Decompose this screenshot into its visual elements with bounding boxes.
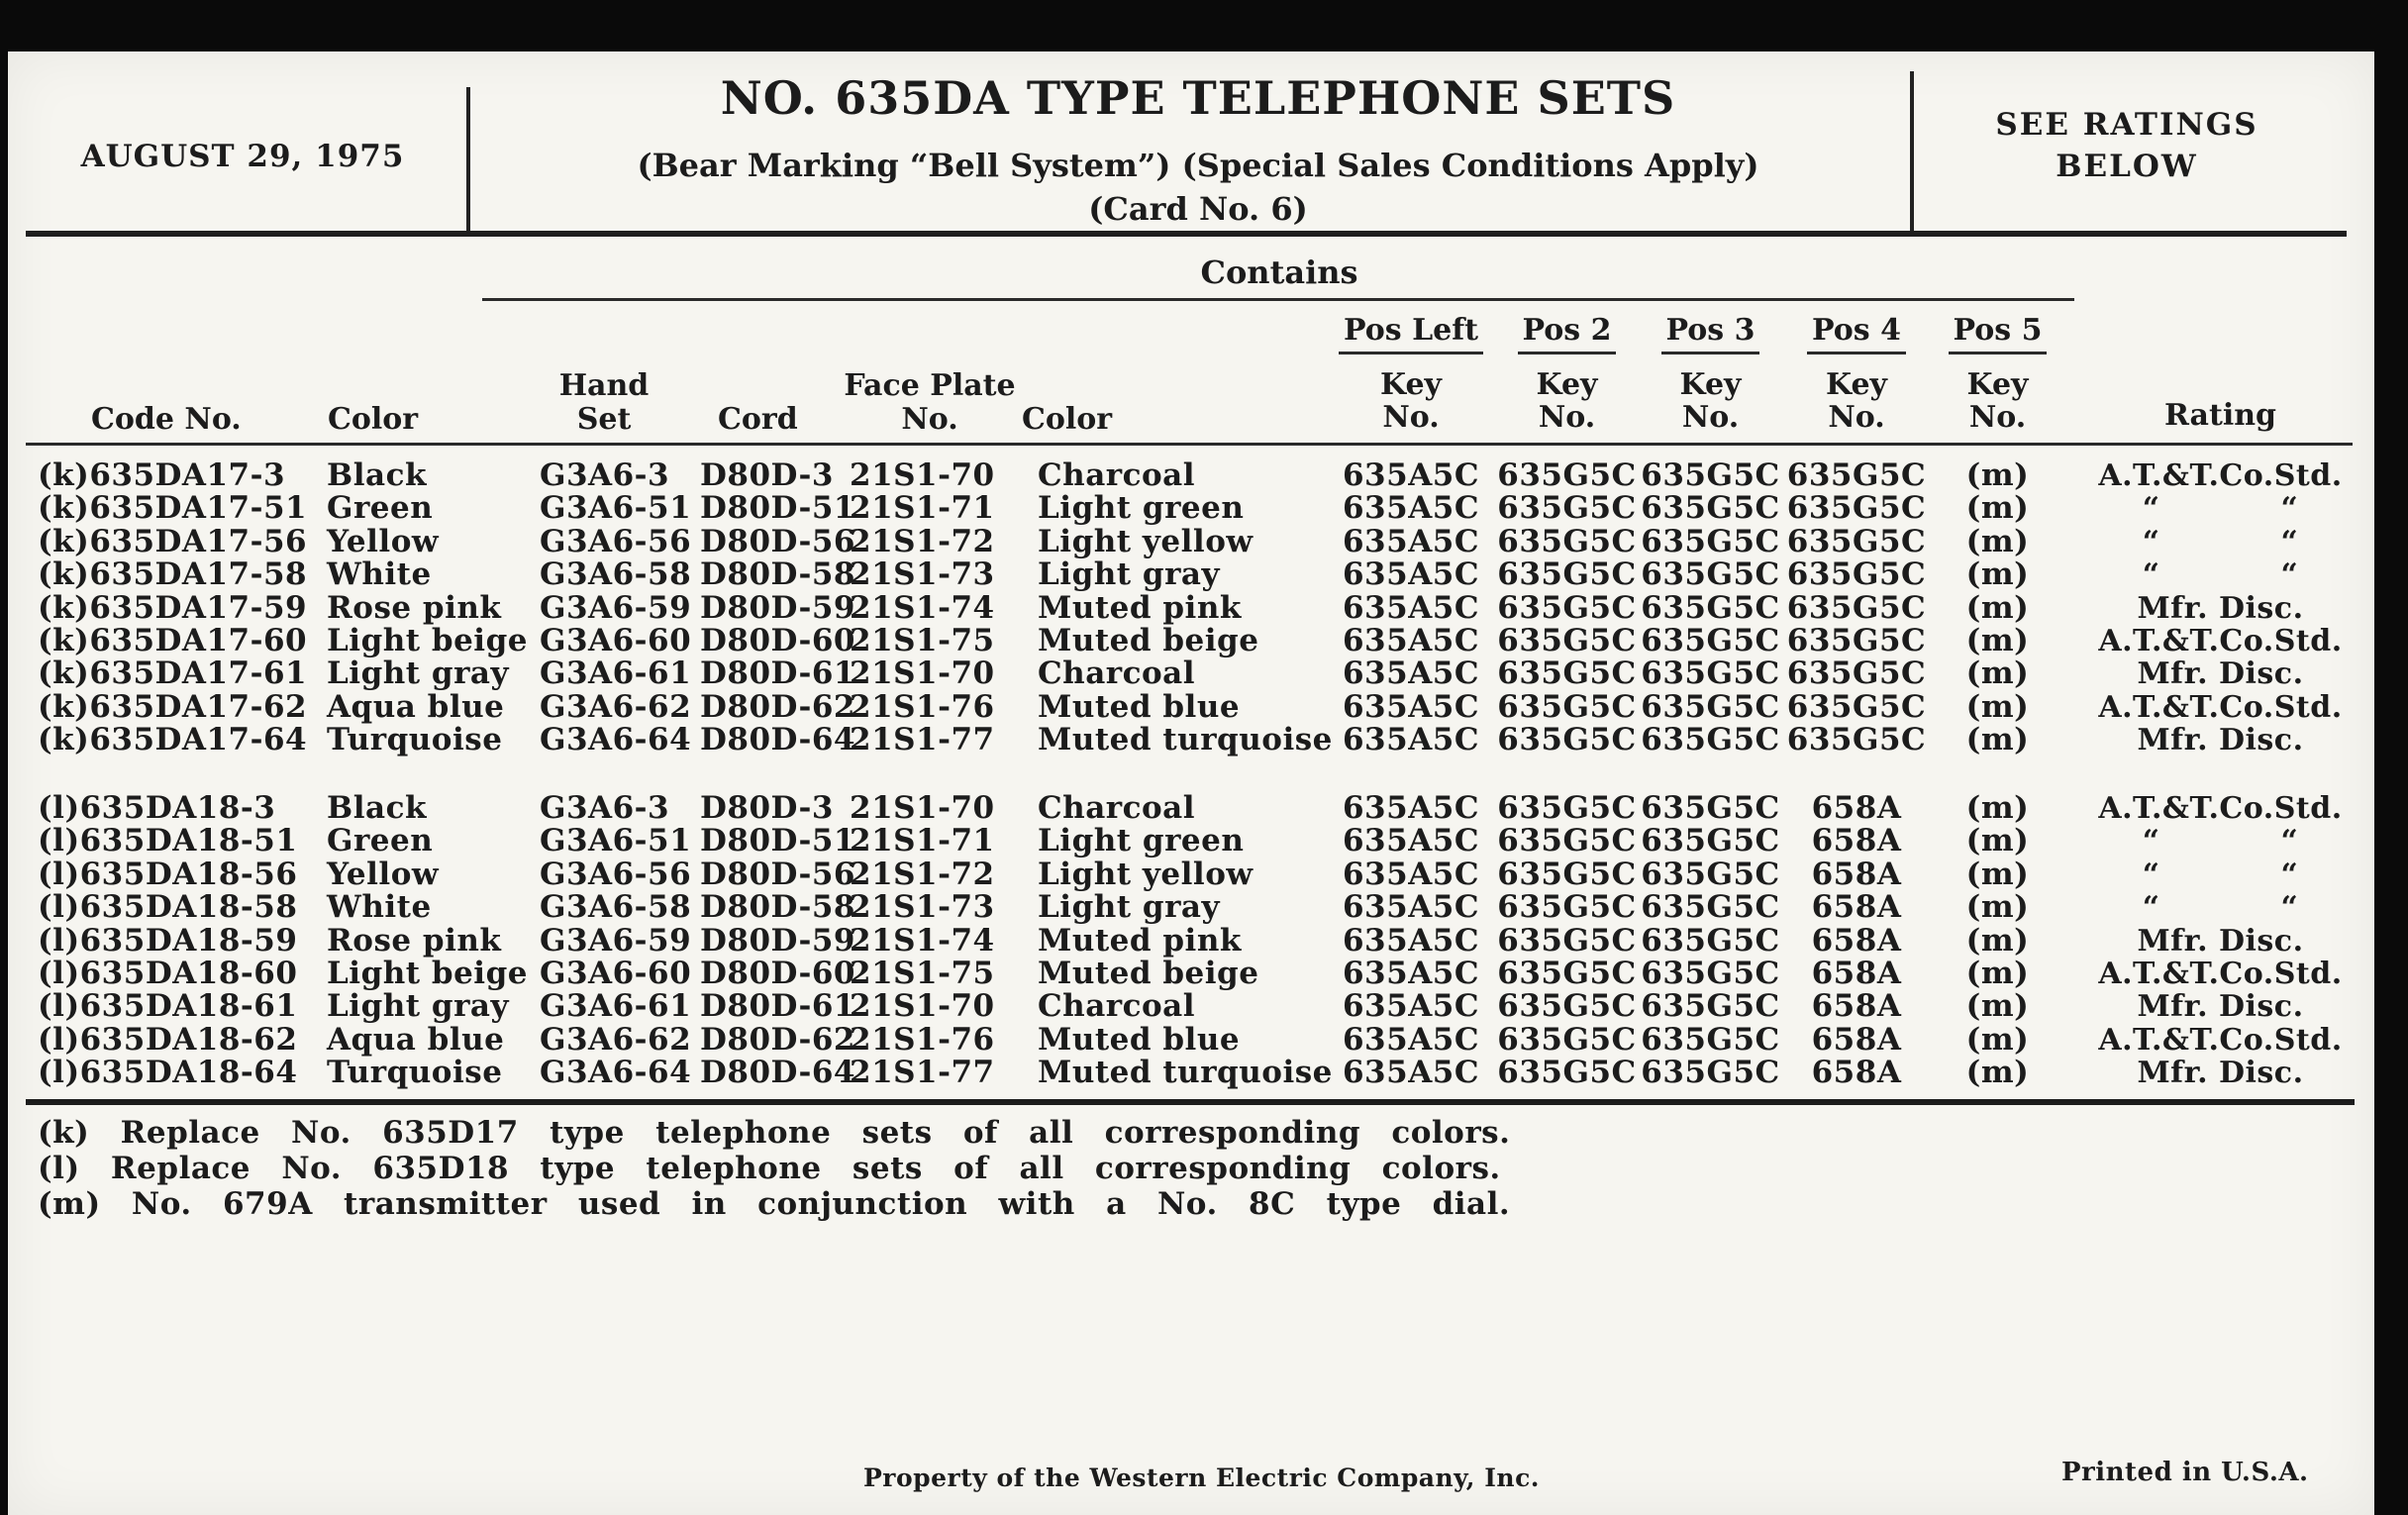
cord: D80D-51 bbox=[700, 823, 855, 859]
pos-4-key-no: 635G5C bbox=[1786, 457, 1927, 493]
table-row bbox=[38, 657, 2376, 690]
pos-left-key-no: 635A5C bbox=[1342, 556, 1479, 593]
pos-5-key-no: (m) bbox=[1965, 656, 2030, 692]
face-plate-no: 21S1-76 bbox=[850, 688, 995, 725]
hand-set: G3A6-60 bbox=[540, 955, 692, 991]
hand-set: G3A6-60 bbox=[540, 622, 692, 658]
rating: “ “ bbox=[2142, 524, 2299, 559]
pos-4-key-no: 635G5C bbox=[1786, 490, 1927, 527]
face-plate-no: 21S1-70 bbox=[850, 656, 995, 692]
table-row bbox=[38, 792, 2376, 825]
face-plate-no: 21S1-70 bbox=[850, 790, 995, 826]
hand-set: G3A6-61 bbox=[540, 656, 692, 692]
table-row bbox=[38, 1057, 2376, 1089]
pos-left-key-no: 635A5C bbox=[1342, 457, 1479, 493]
pos-5-key-no: (m) bbox=[1965, 955, 2030, 991]
hand-set: G3A6-58 bbox=[540, 889, 692, 926]
hand-set: G3A6-62 bbox=[540, 688, 692, 725]
face-plate-color: Muted turquoise bbox=[1038, 722, 1333, 758]
pos-4-key-no: 635G5C bbox=[1786, 523, 1927, 559]
face-plate-no: 21S1-73 bbox=[850, 889, 995, 926]
pos-4-key-no: 658A bbox=[1811, 790, 1902, 826]
rating: Mfr. Disc. bbox=[2137, 1056, 2304, 1091]
header-bottom-rule bbox=[26, 231, 2347, 237]
pos-2-key-no: 635G5C bbox=[1497, 1021, 1637, 1058]
pos-4-key-no: 658A bbox=[1811, 1021, 1902, 1058]
pos-2-key-no: 635G5C bbox=[1497, 656, 1637, 692]
pos-3-label: Pos 3 bbox=[1661, 315, 1760, 354]
table-row bbox=[38, 558, 2376, 591]
cord: D80D-59 bbox=[700, 922, 855, 959]
hand-set-column-header-line1: Hand bbox=[558, 368, 650, 403]
pos-left-key-no: 635A5C bbox=[1342, 656, 1479, 692]
code-no: (k)635DA17-62 bbox=[38, 688, 308, 725]
rating: “ “ bbox=[2142, 491, 2299, 527]
code-no: (l)635DA18-64 bbox=[38, 1055, 298, 1091]
pos-2-key-no: 635G5C bbox=[1497, 988, 1637, 1025]
color: Rose pink bbox=[327, 922, 502, 959]
code-no: (l)635DA18-61 bbox=[38, 988, 298, 1025]
face-plate-color: Muted beige bbox=[1038, 955, 1259, 991]
color: Light gray bbox=[327, 656, 510, 692]
rating: A.T.&T.Co.Std. bbox=[2098, 1022, 2343, 1058]
pos-4-key-no: 658A bbox=[1811, 889, 1902, 926]
hand-set: G3A6-59 bbox=[540, 922, 692, 959]
pos-5-label: Pos 5 bbox=[1949, 315, 2048, 354]
pos-3-key-no: 635G5C bbox=[1641, 988, 1780, 1025]
pos-2-key-no: 635G5C bbox=[1497, 955, 1637, 991]
pos-3-key-no: 635G5C bbox=[1641, 589, 1780, 626]
pos-4-key-no: 658A bbox=[1811, 922, 1902, 959]
hand-set: G3A6-62 bbox=[540, 1021, 692, 1058]
pos-left-key-no: 635A5C bbox=[1342, 790, 1479, 826]
pos-5-key-no: (m) bbox=[1965, 922, 2030, 959]
color: Yellow bbox=[327, 523, 440, 559]
rating: A.T.&T.Co.Std. bbox=[2098, 689, 2343, 725]
face-plate-color: Muted pink bbox=[1038, 589, 1242, 626]
key-label: Key bbox=[1826, 367, 1887, 402]
pos-2-key-no: 635G5C bbox=[1497, 523, 1637, 559]
pos-4-key-no: 635G5C bbox=[1786, 622, 1927, 658]
hand-set: G3A6-56 bbox=[540, 856, 692, 892]
table-row bbox=[38, 858, 2376, 891]
rating: A.T.&T.Co.Std. bbox=[2098, 623, 2343, 658]
face-plate-color: Muted pink bbox=[1038, 922, 1242, 959]
face-plate-no: 21S1-77 bbox=[850, 1055, 995, 1091]
pos-left-key-no: 635A5C bbox=[1342, 722, 1479, 758]
code-no: (l)635DA18-59 bbox=[38, 922, 298, 959]
pos-5-key-no: (m) bbox=[1965, 523, 2030, 559]
color: Rose pink bbox=[327, 589, 502, 626]
color: Light beige bbox=[327, 622, 528, 658]
face-plate-no: 21S1-74 bbox=[850, 589, 995, 626]
table-group-635da18 bbox=[38, 792, 2376, 1090]
no-label: No. bbox=[1681, 400, 1740, 435]
pos-4-key-no: 635G5C bbox=[1786, 722, 1927, 758]
no-label: No. bbox=[1538, 400, 1596, 435]
code-no: (k)635DA17-51 bbox=[38, 490, 308, 527]
face-plate-no: 21S1-75 bbox=[850, 622, 995, 658]
rating: Mfr. Disc. bbox=[2137, 989, 2304, 1025]
face-plate-no: 21S1-73 bbox=[850, 556, 995, 593]
color-column-header: Color bbox=[328, 402, 419, 437]
footnote-m: (m) No. 679A transmitter used in conjunction with a No. 8C type dial. bbox=[38, 1186, 1511, 1222]
pos-4-key-no: 658A bbox=[1811, 988, 1902, 1025]
pos-2-key-no: 635G5C bbox=[1497, 790, 1637, 826]
pos-5-key-no: (m) bbox=[1965, 988, 2030, 1025]
pos-2-key-no: 635G5C bbox=[1497, 589, 1637, 626]
pos-left-key-no: 635A5C bbox=[1342, 1055, 1479, 1091]
hand-set: G3A6-64 bbox=[540, 1055, 692, 1091]
key-label: Key bbox=[1380, 367, 1442, 402]
cord: D80D-58 bbox=[700, 889, 855, 926]
color: Turquoise bbox=[327, 1055, 503, 1091]
face-plate-no: 21S1-71 bbox=[850, 490, 995, 527]
pos-left-key-no: 635A5C bbox=[1342, 688, 1479, 725]
card-number: (Card No. 6) bbox=[1088, 190, 1308, 228]
pos-left-key-no: 635A5C bbox=[1342, 922, 1479, 959]
code-no: (k)635DA17-56 bbox=[38, 523, 308, 559]
hand-set: G3A6-56 bbox=[540, 523, 692, 559]
table-row bbox=[38, 891, 2376, 924]
pos-3-key-no: 635G5C bbox=[1641, 523, 1780, 559]
pos-5-key-no: (m) bbox=[1965, 688, 2030, 725]
pos-2-key-no: 635G5C bbox=[1497, 1055, 1637, 1091]
table-row bbox=[38, 622, 2376, 658]
table-top-rule bbox=[26, 443, 2353, 446]
face-plate-color: Light gray bbox=[1038, 556, 1221, 593]
page-subtitle: (Bear Marking “Bell System”) (Special Sales Conditions Apply) bbox=[637, 147, 1759, 184]
pos-3-key-no: 635G5C bbox=[1641, 457, 1780, 493]
pos-5-key-no: (m) bbox=[1965, 823, 2030, 859]
rating: Mfr. Disc. bbox=[2137, 590, 2304, 626]
cord: D80D-51 bbox=[700, 490, 855, 527]
pos-3-key-no: 635G5C bbox=[1641, 622, 1780, 658]
rating: Mfr. Disc. bbox=[2137, 923, 2304, 959]
pos-4-key-no: 635G5C bbox=[1786, 688, 1927, 725]
pos-left-key-no: 635A5C bbox=[1342, 955, 1479, 991]
cord: D80D-61 bbox=[700, 988, 855, 1025]
pos-3-key-no: 635G5C bbox=[1641, 490, 1780, 527]
pos-left-label: Pos Left bbox=[1339, 315, 1483, 354]
face-plate-no: 21S1-74 bbox=[850, 922, 995, 959]
code-no: (k)635DA17-60 bbox=[38, 622, 308, 658]
rating: A.T.&T.Co.Std. bbox=[2098, 458, 2343, 493]
color: White bbox=[327, 889, 432, 926]
rating: “ “ bbox=[2142, 557, 2299, 593]
color: Turquoise bbox=[327, 722, 503, 758]
pos-4-key-no: 635G5C bbox=[1786, 589, 1927, 626]
pos-5-key-no: (m) bbox=[1965, 889, 2030, 926]
no-label: No. bbox=[1828, 400, 1885, 435]
pos-left-key-no: 635A5C bbox=[1342, 1021, 1479, 1058]
face-plate-color: Muted blue bbox=[1038, 688, 1241, 725]
face-plate-no: 21S1-76 bbox=[850, 1021, 995, 1058]
rating: Mfr. Disc. bbox=[2137, 656, 2304, 692]
code-no: (k)635DA17-58 bbox=[38, 556, 308, 593]
pos-5-key-no: (m) bbox=[1965, 722, 2030, 758]
cord: D80D-64 bbox=[700, 1055, 855, 1091]
face-plate-no: 21S1-71 bbox=[850, 823, 995, 859]
table-group-635da17 bbox=[38, 459, 2376, 758]
pos-3-key-no: 635G5C bbox=[1641, 656, 1780, 692]
pos-3-key-no: 635G5C bbox=[1641, 556, 1780, 593]
table-row bbox=[38, 922, 2376, 959]
face-plate-color: Muted turquoise bbox=[1038, 1055, 1333, 1091]
pos-left-key-no: 635A5C bbox=[1342, 988, 1479, 1025]
pos-left-header bbox=[1327, 315, 1495, 434]
pos-5-key-no: (m) bbox=[1965, 790, 2030, 826]
code-no-column-header: Code No. bbox=[91, 402, 242, 437]
face-plate-color: Muted beige bbox=[1038, 622, 1259, 658]
footnote-k: (k) Replace No. 635D17 type telephone sets of all corresponding colors. bbox=[38, 1115, 1511, 1151]
printed-in-usa: Printed in U.S.A. bbox=[2061, 1458, 2309, 1487]
pos-left-key-no: 635A5C bbox=[1342, 823, 1479, 859]
pos-4-header bbox=[1782, 315, 1931, 434]
pos-5-key-no: (m) bbox=[1965, 589, 2030, 626]
cord-column-header: Cord bbox=[718, 402, 798, 437]
pos-2-key-no: 635G5C bbox=[1497, 457, 1637, 493]
pos-2-key-no: 635G5C bbox=[1497, 889, 1637, 926]
pos-5-key-no: (m) bbox=[1965, 457, 2030, 493]
face-plate-no: 21S1-70 bbox=[850, 457, 995, 493]
footnotes bbox=[38, 1115, 1510, 1222]
pos-3-key-no: 635G5C bbox=[1641, 688, 1780, 725]
rating: Mfr. Disc. bbox=[2137, 723, 2304, 758]
pos-left-key-no: 635A5C bbox=[1342, 889, 1479, 926]
key-label: Key bbox=[1536, 367, 1598, 402]
pos-2-key-no: 635G5C bbox=[1497, 490, 1637, 527]
pos-4-key-no: 635G5C bbox=[1786, 556, 1927, 593]
cord: D80D-58 bbox=[700, 556, 855, 593]
hand-set: G3A6-3 bbox=[540, 790, 670, 826]
face-plate-color: Light green bbox=[1038, 823, 1245, 859]
rating: A.T.&T.Co.Std. bbox=[2098, 956, 2343, 991]
contains-underline bbox=[482, 298, 2074, 301]
pos-2-key-no: 635G5C bbox=[1497, 622, 1637, 658]
pos-4-key-no: 658A bbox=[1811, 856, 1902, 892]
pos-3-key-no: 635G5C bbox=[1641, 856, 1780, 892]
pos-4-label: Pos 4 bbox=[1807, 315, 1906, 354]
cord: D80D-60 bbox=[700, 622, 855, 658]
pos-4-key-no: 635G5C bbox=[1786, 656, 1927, 692]
no-label: No. bbox=[1968, 400, 2027, 435]
pos-2-key-no: 635G5C bbox=[1497, 856, 1637, 892]
pos-3-key-no: 635G5C bbox=[1641, 823, 1780, 859]
header-divider-left bbox=[466, 87, 470, 234]
code-no: (k)635DA17-3 bbox=[38, 457, 286, 493]
pos-left-key-no: 635A5C bbox=[1342, 589, 1479, 626]
pos-3-key-no: 635G5C bbox=[1641, 889, 1780, 926]
cord: D80D-3 bbox=[700, 790, 834, 826]
table-row bbox=[38, 523, 2376, 559]
face-plate-color: Charcoal bbox=[1038, 988, 1196, 1025]
table-row bbox=[38, 1021, 2376, 1058]
issue-date: AUGUST 29, 1975 bbox=[80, 139, 405, 174]
table-row bbox=[38, 990, 2376, 1023]
color: Black bbox=[327, 457, 427, 493]
pos-2-header bbox=[1495, 315, 1639, 434]
face-plate-column-header-line1: Face Plate bbox=[844, 368, 1016, 403]
cord: D80D-64 bbox=[700, 722, 855, 758]
color: Aqua blue bbox=[327, 688, 505, 725]
face-plate-column-header-line2: No. bbox=[901, 402, 958, 437]
rating: “ “ bbox=[2142, 857, 2299, 892]
color: Green bbox=[327, 490, 434, 527]
table-row bbox=[38, 688, 2376, 725]
face-plate-color-column-header: Color bbox=[1022, 402, 1113, 437]
cord: D80D-3 bbox=[700, 457, 834, 493]
face-plate-color: Charcoal bbox=[1038, 457, 1196, 493]
pos-2-key-no: 635G5C bbox=[1497, 823, 1637, 859]
pos-left-key-no: 635A5C bbox=[1342, 856, 1479, 892]
pos-left-key-no: 635A5C bbox=[1342, 523, 1479, 559]
pos-left-key-no: 635A5C bbox=[1342, 622, 1479, 658]
pos-5-key-no: (m) bbox=[1965, 1021, 2030, 1058]
face-plate-color: Charcoal bbox=[1038, 790, 1196, 826]
pos-3-key-no: 635G5C bbox=[1641, 955, 1780, 991]
table-row bbox=[38, 955, 2376, 991]
pos-2-key-no: 635G5C bbox=[1497, 688, 1637, 725]
pos-5-key-no: (m) bbox=[1965, 856, 2030, 892]
face-plate-color: Light gray bbox=[1038, 889, 1221, 926]
color: Black bbox=[327, 790, 427, 826]
pos-5-key-no: (m) bbox=[1965, 490, 2030, 527]
cord: D80D-59 bbox=[700, 589, 855, 626]
pos-5-key-no: (m) bbox=[1965, 622, 2030, 658]
cord: D80D-56 bbox=[700, 523, 855, 559]
face-plate-no: 21S1-75 bbox=[850, 955, 995, 991]
page-title: NO. 635DA TYPE TELEPHONE SETS bbox=[720, 71, 1676, 125]
cord: D80D-61 bbox=[700, 656, 855, 692]
face-plate-no: 21S1-77 bbox=[850, 722, 995, 758]
table-row bbox=[38, 589, 2376, 626]
pos-3-key-no: 635G5C bbox=[1641, 790, 1780, 826]
cord: D80D-60 bbox=[700, 955, 855, 991]
pos-2-key-no: 635G5C bbox=[1497, 722, 1637, 758]
pos-5-key-no: (m) bbox=[1965, 1055, 2030, 1091]
pos-2-key-no: 635G5C bbox=[1497, 922, 1637, 959]
hand-set: G3A6-3 bbox=[540, 457, 670, 493]
code-no: (k)635DA17-64 bbox=[38, 722, 308, 758]
hand-set: G3A6-64 bbox=[540, 722, 692, 758]
pos-4-key-no: 658A bbox=[1811, 955, 1902, 991]
face-plate-color: Charcoal bbox=[1038, 656, 1196, 692]
hand-set: G3A6-58 bbox=[540, 556, 692, 593]
pos-5-header bbox=[1931, 315, 2064, 434]
pos-5-key-no: (m) bbox=[1965, 556, 2030, 593]
footnote-l: (l) Replace No. 635D18 type telephone sets of all corresponding colors. bbox=[38, 1151, 1501, 1186]
code-no: (l)635DA18-56 bbox=[38, 856, 298, 892]
cord: D80D-62 bbox=[700, 688, 855, 725]
property-notice: Property of the Western Electric Company, Inc. bbox=[863, 1464, 1541, 1492]
color: Aqua blue bbox=[327, 1021, 505, 1058]
face-plate-color: Light yellow bbox=[1038, 856, 1254, 892]
hand-set: G3A6-51 bbox=[540, 823, 692, 859]
face-plate-color: Muted blue bbox=[1038, 1021, 1241, 1058]
pos-2-key-no: 635G5C bbox=[1497, 556, 1637, 593]
code-no: (l)635DA18-60 bbox=[38, 955, 298, 991]
hand-set: G3A6-59 bbox=[540, 589, 692, 626]
color: Light beige bbox=[327, 955, 528, 991]
face-plate-no: 21S1-70 bbox=[850, 988, 995, 1025]
color: Yellow bbox=[327, 856, 440, 892]
see-ratings-note-line2: BELOW bbox=[2056, 149, 2198, 184]
table-row bbox=[38, 492, 2376, 525]
cord: D80D-56 bbox=[700, 856, 855, 892]
table-bottom-rule bbox=[26, 1099, 2355, 1105]
rating-column-header: Rating bbox=[2163, 398, 2277, 433]
key-label: Key bbox=[1679, 367, 1742, 402]
cord: D80D-62 bbox=[700, 1021, 855, 1058]
face-plate-no: 21S1-72 bbox=[850, 523, 995, 559]
no-label: No. bbox=[1382, 400, 1440, 435]
see-ratings-note-line1: SEE RATINGS bbox=[1995, 107, 2258, 143]
pos-3-key-no: 635G5C bbox=[1641, 1055, 1780, 1091]
face-plate-color: Light green bbox=[1038, 490, 1245, 527]
code-no: (k)635DA17-59 bbox=[38, 589, 308, 626]
table-row bbox=[38, 459, 2376, 492]
table-row bbox=[38, 825, 2376, 858]
pos-4-key-no: 658A bbox=[1811, 823, 1902, 859]
hand-set: G3A6-51 bbox=[540, 490, 692, 527]
table-row bbox=[38, 724, 2376, 757]
code-no: (l)635DA18-62 bbox=[38, 1021, 298, 1058]
pos-3-key-no: 635G5C bbox=[1641, 722, 1780, 758]
rating: A.T.&T.Co.Std. bbox=[2098, 791, 2343, 826]
color: Light gray bbox=[327, 988, 510, 1025]
code-no: (l)635DA18-51 bbox=[38, 823, 298, 859]
rating: “ “ bbox=[2142, 824, 2299, 859]
code-no: (l)635DA18-3 bbox=[38, 790, 276, 826]
pos-4-key-no: 658A bbox=[1811, 1055, 1902, 1091]
hand-set-column-header-line2: Set bbox=[576, 402, 632, 437]
color: Green bbox=[327, 823, 434, 859]
pos-3-key-no: 635G5C bbox=[1641, 1021, 1780, 1058]
face-plate-color: Light yellow bbox=[1038, 523, 1254, 559]
code-no: (l)635DA18-58 bbox=[38, 889, 298, 926]
color: White bbox=[327, 556, 432, 593]
pos-3-key-no: 635G5C bbox=[1641, 922, 1780, 959]
contains-label: Contains bbox=[1200, 253, 1358, 291]
face-plate-no: 21S1-72 bbox=[850, 856, 995, 892]
hand-set: G3A6-61 bbox=[540, 988, 692, 1025]
header-divider-right bbox=[1910, 71, 1914, 232]
pos-3-header bbox=[1639, 315, 1782, 434]
pos-left-key-no: 635A5C bbox=[1342, 490, 1479, 527]
rating: “ “ bbox=[2142, 890, 2299, 926]
key-label: Key bbox=[1966, 367, 2029, 402]
code-no: (k)635DA17-61 bbox=[38, 656, 308, 692]
pos-columns-header bbox=[1327, 315, 2064, 434]
pos-2-label: Pos 2 bbox=[1518, 315, 1617, 354]
